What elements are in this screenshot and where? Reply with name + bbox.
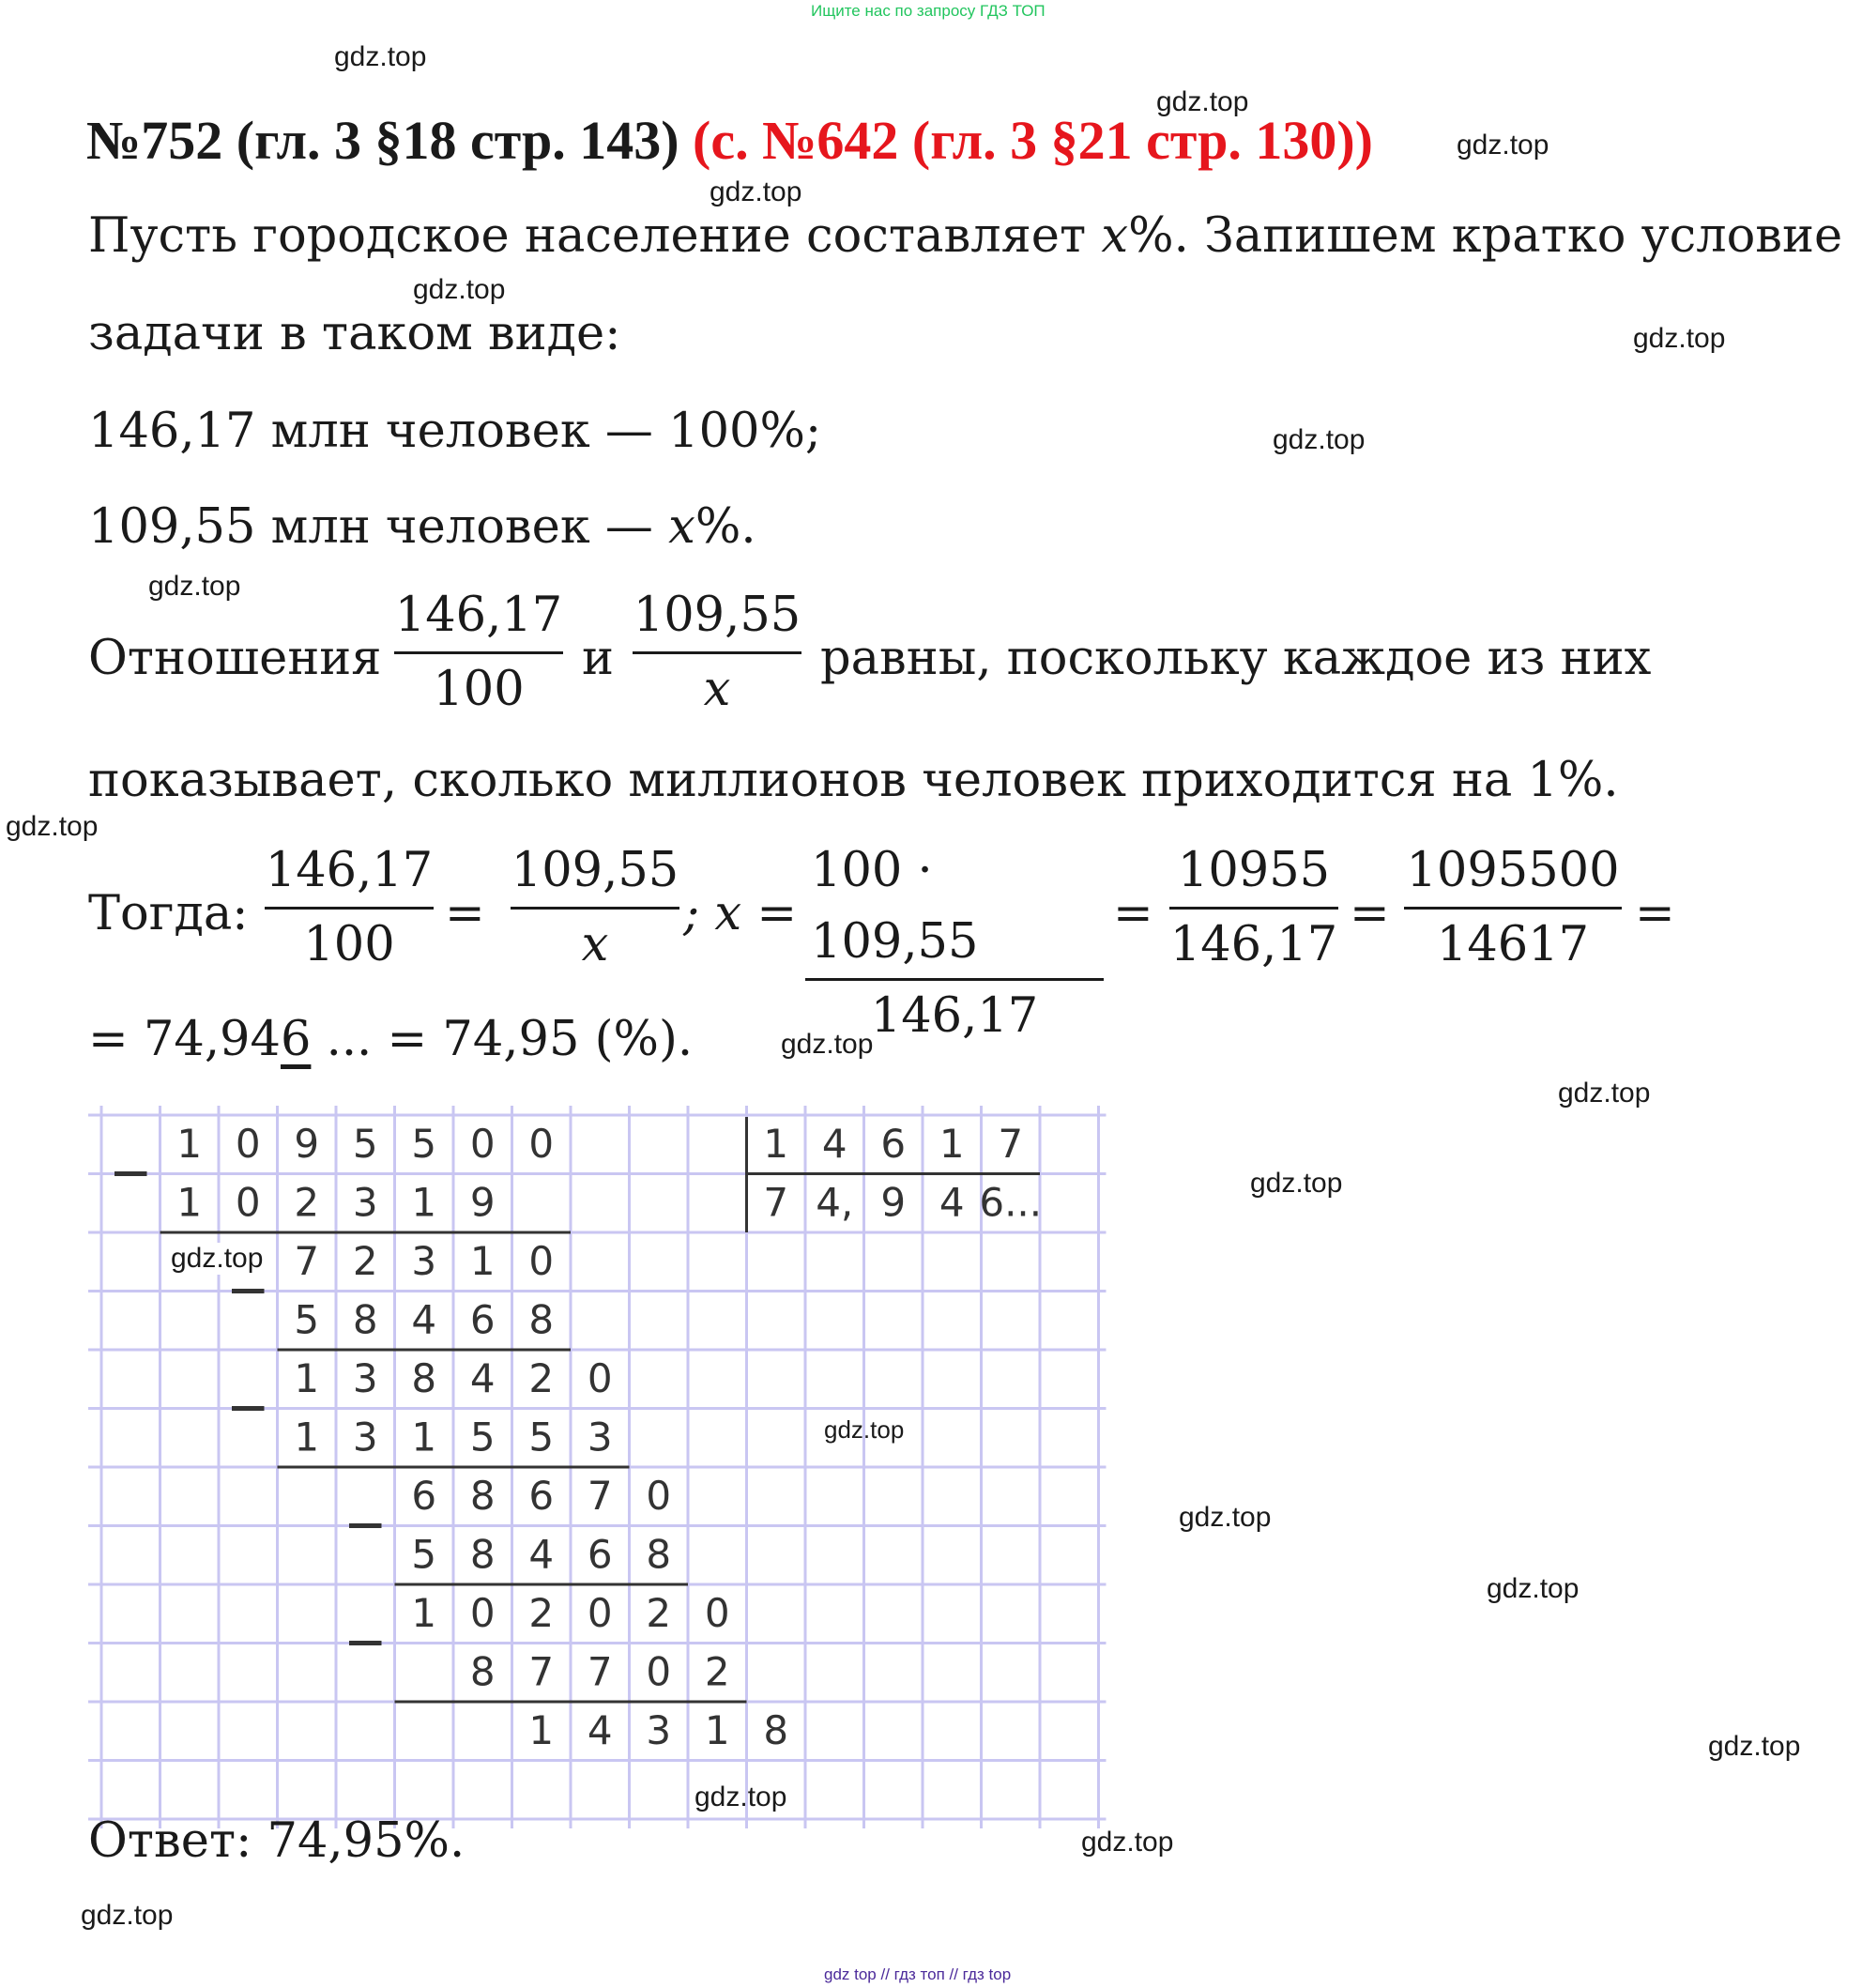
division-digit: 1 (411, 1590, 437, 1636)
division-digit: 1 (469, 1238, 496, 1284)
division-digit: 6 (528, 1473, 555, 1519)
division-digit: 7 (587, 1473, 613, 1519)
division-digit: 2 (294, 1179, 320, 1226)
equals-sign: = (445, 886, 485, 941)
division-digit: 0 (528, 1121, 555, 1167)
watermark: gdz.top (1457, 130, 1549, 161)
divisor-digit: 4 (821, 1121, 847, 1167)
division-digit: 1 (176, 1179, 203, 1226)
and-word: и (582, 631, 614, 686)
fraction-6-denominator: 146,17 (1169, 917, 1338, 972)
division-digit: 5 (411, 1531, 437, 1578)
divisor-digit: 7 (998, 1121, 1024, 1167)
division-digit: 4 (411, 1296, 437, 1343)
division-digit: 0 (646, 1473, 672, 1519)
division-digit: 8 (469, 1473, 496, 1519)
division-digit: 8 (352, 1296, 378, 1343)
watermark: gdz.top (1081, 1827, 1174, 1858)
watermark: gdz.top (1250, 1168, 1343, 1199)
result-end: ... = 74,95 (%). (311, 1012, 694, 1067)
watermark: gdz.top (334, 41, 427, 72)
division-digit: 6 (587, 1531, 613, 1578)
division-digit: 5 (294, 1296, 320, 1343)
fraction-3-numerator: 146,17 (265, 843, 434, 898)
division-digit: 1 (294, 1355, 320, 1401)
condition-2-text: 109,55 млн человек — (88, 499, 669, 555)
division-digit: 4 (528, 1531, 555, 1578)
watermark: gdz.top (1558, 1078, 1651, 1109)
division-digit: 3 (587, 1414, 613, 1460)
equals-sign: = (1635, 886, 1675, 941)
quotient-digit: 4 (939, 1179, 965, 1226)
division-digit: 8 (763, 1707, 789, 1753)
division-digit: 0 (587, 1355, 613, 1401)
division-digit: 1 (411, 1179, 437, 1226)
division-digit: 8 (646, 1531, 672, 1578)
division-digit: 2 (528, 1355, 555, 1401)
result-start: = 74,94 (88, 1012, 281, 1067)
division-digit: 7 (528, 1648, 555, 1695)
then-word: Тогда: (88, 886, 249, 941)
watermark: gdz.top (148, 571, 241, 602)
fraction-2-numerator: 109,55 (633, 588, 801, 643)
division-digit: 1 (528, 1707, 555, 1753)
bottom-banner[interactable]: gdz top // гдз топ // гдз top (824, 1965, 1012, 1983)
division-digit: 0 (235, 1179, 261, 1226)
division-digit: 1 (176, 1121, 203, 1167)
fraction-3-denominator: 100 (303, 917, 395, 972)
division-digit: 7 (294, 1238, 320, 1284)
watermark: gdz.top (1633, 323, 1726, 354)
division-digit: 0 (704, 1590, 730, 1636)
division-digit: 8 (469, 1648, 496, 1695)
division-digit: 0 (235, 1121, 261, 1167)
watermark: gdz.top (694, 1782, 787, 1812)
division-digit: 5 (528, 1414, 555, 1460)
text-line-1-tail: %. Запишем кратко условие (1128, 208, 1843, 264)
top-banner[interactable]: Ищите нас по запросу ГДЗ ТОП (811, 2, 1045, 20)
watermark: gdz.top (1179, 1502, 1272, 1533)
division-digit: 1 (411, 1414, 437, 1460)
division-digit: 1 (704, 1707, 730, 1753)
condition-2-tail: %. (694, 499, 756, 555)
division-digit: 3 (411, 1238, 437, 1284)
division-digit: 0 (528, 1238, 555, 1284)
fraction-2-denominator: x (703, 662, 731, 717)
fraction-4-numerator: 109,55 (511, 843, 679, 898)
variable-x: x (1101, 208, 1129, 264)
fraction-7-denominator: 14617 (1436, 917, 1590, 972)
ratios-word: Отношения (88, 631, 382, 686)
division-digit: 0 (646, 1648, 672, 1695)
division-digit: 2 (704, 1648, 730, 1695)
divisor-digit: 1 (939, 1121, 965, 1167)
division-digit: 8 (469, 1531, 496, 1578)
division-digit: 0 (469, 1121, 496, 1167)
fraction-5-numerator: 100 · 109,55 (811, 843, 979, 970)
division-digit: 0 (469, 1590, 496, 1636)
fraction-7-numerator: 1095500 (1406, 843, 1620, 898)
division-digit: 5 (411, 1121, 437, 1167)
watermark: gdz.top (710, 176, 802, 207)
equals-sign: = (1350, 886, 1390, 941)
division-digit: 8 (528, 1296, 555, 1343)
text-line-1-start: Пусть городское население составляет (88, 208, 1087, 264)
watermark: gdz.top (1273, 424, 1366, 455)
quotient-digit: 7 (763, 1179, 789, 1226)
division-digit: 2 (528, 1590, 555, 1636)
watermark: gdz.top (413, 274, 506, 305)
fraction-1-numerator: 146,17 (394, 588, 563, 643)
text-line-5: показывает, сколько миллионов человек приходится на 1%. (88, 753, 1619, 808)
division-digit: 5 (352, 1121, 378, 1167)
underlined-digit: 6 (280, 1012, 312, 1067)
watermark: gdz.top (1708, 1731, 1801, 1762)
division-digit: 7 (587, 1648, 613, 1695)
division-digit: 3 (646, 1707, 672, 1753)
divisor-digit: 6 (880, 1121, 907, 1167)
division-digit: 6 (469, 1296, 496, 1343)
division-digit: 3 (352, 1355, 378, 1401)
division-digit: 1 (294, 1414, 320, 1460)
answer-line: Ответ: 74,95%. (88, 1813, 466, 1869)
fraction-5-denominator: 146,17 (870, 988, 1039, 1044)
equals-sign: = (1113, 886, 1153, 941)
division-digit: 6 (411, 1473, 437, 1519)
division-digit: 8 (411, 1355, 437, 1401)
watermark: gdz.top (6, 811, 99, 842)
division-digit: 5 (469, 1414, 496, 1460)
division-digit: 2 (352, 1238, 378, 1284)
quotient-digit: 6... (979, 1179, 1043, 1226)
division-digit: 9 (294, 1121, 320, 1167)
fraction-1-denominator: 100 (433, 662, 525, 717)
watermark: gdz.top (1156, 86, 1249, 117)
alt-problem-number: (с. №642 (гл. 3 §21 стр. 130)) (693, 110, 1373, 171)
variable-x: x (668, 499, 695, 555)
divisor-digit: 1 (763, 1121, 789, 1167)
fraction-6-numerator: 10955 (1177, 843, 1331, 898)
ratios-tail: равны, поскольку каждое из них (820, 631, 1652, 686)
quotient-digit: 4, (816, 1179, 854, 1226)
problem-number: №752 (гл. 3 §18 стр. 143) (86, 110, 679, 171)
watermark: gdz.top (824, 1415, 905, 1444)
division-digit: 0 (587, 1590, 613, 1636)
quotient-digit: 9 (880, 1179, 907, 1226)
watermark: gdz.top (1487, 1573, 1580, 1604)
watermark: gdz.top (81, 1900, 174, 1931)
division-digit: 4 (469, 1355, 496, 1401)
division-digit: 4 (587, 1707, 613, 1753)
watermark: gdz.top (781, 1029, 874, 1060)
semicolon-x-equals: ; x = (683, 886, 798, 941)
text-line-2: задачи в таком виде: (88, 306, 621, 361)
condition-1: 146,17 млн человек — 100%; (88, 404, 822, 459)
division-digit: 3 (352, 1179, 378, 1226)
division-digit: 2 (646, 1590, 672, 1636)
watermark: gdz.top (171, 1243, 264, 1274)
division-digit: 3 (352, 1414, 378, 1460)
fraction-4-denominator: x (581, 917, 609, 972)
division-digit: 9 (469, 1179, 496, 1226)
